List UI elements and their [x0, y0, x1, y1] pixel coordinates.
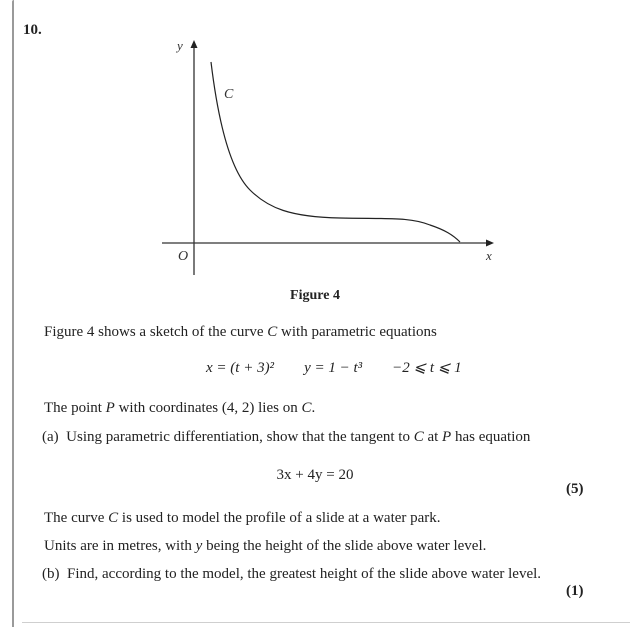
x-axis-label: x: [486, 248, 492, 263]
x-axis-arrow-icon: [486, 240, 494, 247]
curve-c: [211, 62, 460, 242]
part-a-marks: (5): [566, 481, 584, 497]
bottom-divider: [22, 622, 630, 623]
curve-sketch: [150, 30, 500, 280]
part-a-mid: at: [423, 429, 443, 445]
figure-4: [150, 30, 500, 285]
point-var: P: [105, 400, 115, 416]
part-b-text: [42, 566, 541, 583]
t-range: −2 ⩽ t ⩽ 1: [392, 360, 462, 376]
figure-caption: Figure 4: [290, 288, 340, 303]
point-pre: The point: [44, 400, 106, 416]
page-left-border: [12, 0, 14, 627]
intro-var: C: [267, 324, 278, 340]
part-a-var2: P: [442, 429, 452, 445]
part-b-body: Find, according to the model, the greatest height of the slide above water level.: [67, 566, 542, 582]
model-var: C: [108, 510, 119, 526]
units-var: y: [195, 538, 203, 554]
units-statement: [44, 538, 486, 555]
point-statement: [44, 400, 315, 417]
units-post: being the height of the slide above water level.: [202, 538, 487, 554]
model-post: is used to model the profile of a slide at a water park.: [118, 510, 441, 526]
point-post: .: [311, 400, 316, 416]
y-axis-label: y: [177, 38, 183, 53]
part-a-text: [42, 429, 530, 446]
intro-pre: Figure 4 shows a sketch of the curve: [44, 324, 268, 340]
point-mid: with coordinates (4, 2) lies on: [114, 400, 302, 416]
model-statement: [44, 510, 441, 527]
parametric-equations: [206, 358, 462, 377]
intro-post: with parametric equations: [277, 324, 437, 340]
question-number: 10.: [23, 22, 42, 38]
y-axis-arrow-icon: [191, 40, 198, 48]
part-b-label: (b): [42, 566, 60, 582]
model-pre: The curve: [44, 510, 109, 526]
units-pre: Units are in metres, with: [44, 538, 196, 554]
point-var2: C: [301, 400, 312, 416]
part-a-post: has equation: [451, 429, 531, 445]
curve-label: C: [224, 87, 234, 102]
part-a-var: C: [413, 429, 424, 445]
y-equation: y = 1 − t³: [304, 360, 363, 376]
part-a-label: (a): [42, 429, 59, 445]
intro-text: [44, 324, 437, 341]
x-equation: x = (t + 3)²: [206, 360, 275, 376]
tangent-equation: 3x + 4y = 20: [276, 467, 354, 483]
part-a-pre: Using parametric differentiation, show that the tangent to: [66, 429, 414, 445]
origin-label: O: [178, 249, 189, 264]
part-b-marks: (1): [566, 583, 584, 599]
